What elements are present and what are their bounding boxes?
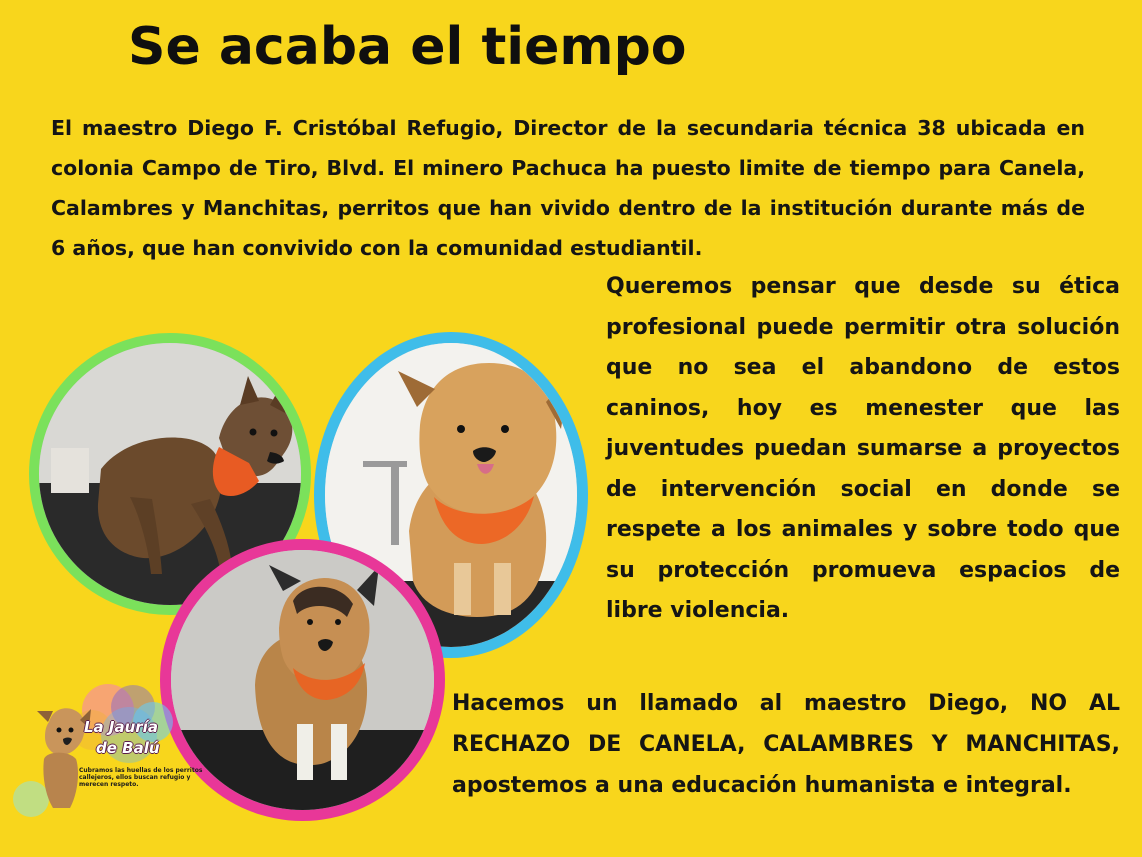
ethics-paragraph: Queremos pensar que desde su ética profesional puede permitir otra solución que no sea el abandono de estos caninos, hoy es menester que las juventudes puedan sumarse a proyectos de intervención social en donde se respete a los animales y sobre todo que su protección promueva espacios de libre violencia. — [606, 274, 1120, 623]
logo-title-line-2: de Balú — [96, 739, 160, 757]
logo-title-line-1: La Jauría — [84, 718, 158, 736]
logo-tagline: Cubramos las huellas de los perritos callejeros, ellos buscan refugio y merecen respeto. — [79, 767, 203, 788]
la-jauria-de-balu-logo — [10, 673, 220, 821]
intro-paragraph: El maestro Diego F. Cristóbal Refugio, Director de la secundaria técnica 38 ubicada en colonia Campo de Tiro, Blvd. El minero Pachuca ha puesto limite de tiempo para Canela, Calambres y Manchitas, perritos que han vivido dentro de la institución durante más de 6 años, que han convivido con la comunidad estudiantil. — [51, 116, 1085, 260]
call-to-action-paragraph: Hacemos un llamado al maestro Diego, NO AL RECHAZO DE CANELA, CALAMBRES Y MANCHITAS, apostemos a una educación humanista e integral. — [452, 691, 1120, 798]
page-title: Se acaba el tiempo — [128, 17, 687, 77]
